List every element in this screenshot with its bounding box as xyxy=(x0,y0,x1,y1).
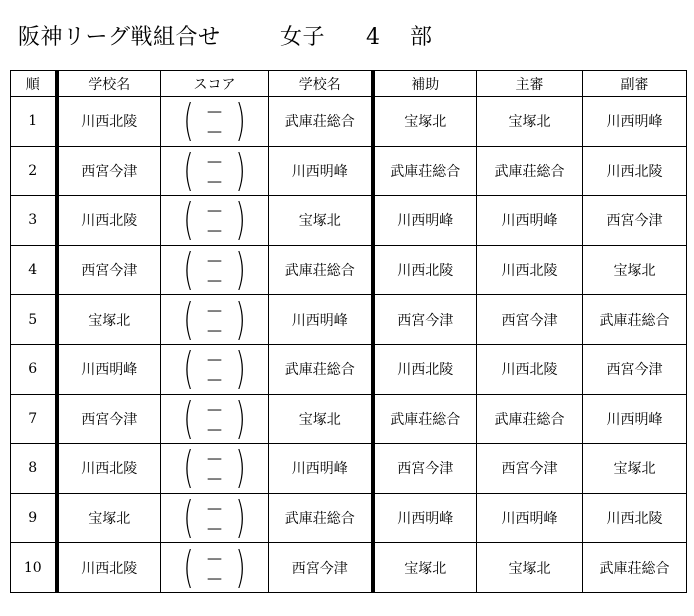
score-top-dash: — xyxy=(207,251,222,270)
cell-order: 10 xyxy=(11,543,57,593)
score-input-box[interactable] xyxy=(180,394,248,444)
cell-sub-referee: 川西明峰 xyxy=(583,394,687,444)
cell-order: 5 xyxy=(11,295,57,345)
score-input-box[interactable] xyxy=(180,146,248,196)
cell-sub-referee: 川西明峰 xyxy=(583,97,687,147)
cell-order: 9 xyxy=(11,493,57,543)
score-top-dash: — xyxy=(207,350,222,369)
cell-school-b: 西宮今津 xyxy=(269,543,373,593)
score-dash-stack xyxy=(198,200,232,240)
score-dash-stack xyxy=(198,498,232,538)
score-close-paren: ) xyxy=(234,195,246,246)
score-bottom-dash: — xyxy=(207,370,222,389)
header-order: 順 xyxy=(11,71,57,97)
page-title xyxy=(18,22,433,54)
cell-school-a: 宝塚北 xyxy=(57,493,161,543)
table-row xyxy=(11,245,687,295)
cell-score[interactable] xyxy=(161,97,269,147)
score-top-dash: — xyxy=(207,201,222,220)
cell-score[interactable] xyxy=(161,394,269,444)
cell-score[interactable] xyxy=(161,543,269,593)
score-dash-stack xyxy=(198,101,232,141)
score-dash-stack xyxy=(198,300,232,340)
cell-sub-referee: 西宮今津 xyxy=(583,196,687,246)
cell-order: 7 xyxy=(11,394,57,444)
cell-assist: 宝塚北 xyxy=(373,543,477,593)
cell-score[interactable] xyxy=(161,344,269,394)
cell-referee: 武庫荘総合 xyxy=(477,146,583,196)
cell-referee: 川西明峰 xyxy=(477,196,583,246)
cell-school-b: 武庫荘総合 xyxy=(269,245,373,295)
cell-referee: 宝塚北 xyxy=(477,543,583,593)
table-row xyxy=(11,444,687,494)
cell-assist: 宝塚北 xyxy=(373,97,477,147)
cell-school-b: 川西明峰 xyxy=(269,146,373,196)
cell-sub-referee: 武庫荘総合 xyxy=(583,295,687,345)
cell-school-b: 武庫荘総合 xyxy=(269,344,373,394)
score-open-paren: ( xyxy=(183,394,195,444)
score-open-paren: ( xyxy=(183,146,195,196)
cell-referee: 武庫荘総合 xyxy=(477,394,583,444)
score-bottom-dash: — xyxy=(207,419,222,438)
cell-referee: 西宮今津 xyxy=(477,444,583,494)
cell-referee: 西宮今津 xyxy=(477,295,583,345)
score-close-paren: ) xyxy=(234,294,246,345)
title-division-label: 部 xyxy=(410,25,433,50)
score-dash-stack xyxy=(198,151,232,191)
cell-school-a: 宝塚北 xyxy=(57,295,161,345)
score-top-dash: — xyxy=(207,449,222,468)
cell-school-a: 西宮今津 xyxy=(57,146,161,196)
score-input-box[interactable] xyxy=(180,344,248,395)
score-bottom-dash: — xyxy=(207,122,222,141)
cell-sub-referee: 宝塚北 xyxy=(583,444,687,494)
title-category: 女子 xyxy=(280,25,326,50)
table-row xyxy=(11,493,687,543)
cell-sub-referee: 武庫荘総合 xyxy=(583,543,687,593)
table-row xyxy=(11,543,687,593)
score-dash-stack xyxy=(198,250,232,290)
cell-school-b: 武庫荘総合 xyxy=(269,97,373,147)
cell-assist: 川西明峰 xyxy=(373,493,477,543)
header-referee: 主審 xyxy=(477,71,583,97)
score-close-paren: ) xyxy=(234,493,246,543)
score-open-paren: ( xyxy=(183,344,195,395)
header-row xyxy=(11,71,687,97)
score-dash-stack xyxy=(198,399,232,439)
score-input-box[interactable] xyxy=(180,443,248,494)
cell-school-a: 川西北陵 xyxy=(57,444,161,494)
score-top-dash: — xyxy=(207,548,222,567)
cell-score[interactable] xyxy=(161,245,269,295)
header-school-b: 学校名 xyxy=(269,71,373,97)
cell-school-a: 川西北陵 xyxy=(57,543,161,593)
score-close-paren: ) xyxy=(234,394,246,444)
cell-order: 1 xyxy=(11,97,57,147)
cell-sub-referee: 川西北陵 xyxy=(583,146,687,196)
table-row xyxy=(11,196,687,246)
score-open-paren: ( xyxy=(183,195,195,246)
cell-school-a: 川西北陵 xyxy=(57,196,161,246)
cell-assist: 武庫荘総合 xyxy=(373,146,477,196)
cell-referee: 川西明峰 xyxy=(477,493,583,543)
table-row xyxy=(11,146,687,196)
score-open-paren: ( xyxy=(183,245,195,295)
cell-school-b: 川西明峰 xyxy=(269,444,373,494)
score-input-box[interactable] xyxy=(180,96,248,147)
cell-school-a: 川西北陵 xyxy=(57,97,161,147)
score-dash-stack xyxy=(198,548,232,588)
header-assist: 補助 xyxy=(373,71,477,97)
cell-school-b: 宝塚北 xyxy=(269,196,373,246)
cell-assist: 西宮今津 xyxy=(373,444,477,494)
score-input-box[interactable] xyxy=(180,493,248,543)
cell-order: 2 xyxy=(11,146,57,196)
cell-school-b: 宝塚北 xyxy=(269,394,373,444)
score-close-paren: ) xyxy=(234,542,246,593)
score-bottom-dash: — xyxy=(207,221,222,240)
score-bottom-dash: — xyxy=(207,271,222,290)
cell-school-a: 川西明峰 xyxy=(57,344,161,394)
cell-school-b: 武庫荘総合 xyxy=(269,493,373,543)
score-open-paren: ( xyxy=(183,493,195,543)
cell-referee: 宝塚北 xyxy=(477,97,583,147)
score-close-paren: ) xyxy=(234,146,246,196)
cell-score[interactable] xyxy=(161,146,269,196)
score-bottom-dash: — xyxy=(207,519,222,538)
cell-sub-referee: 宝塚北 xyxy=(583,245,687,295)
score-dash-stack xyxy=(198,349,232,389)
table-row xyxy=(11,394,687,444)
cell-order: 8 xyxy=(11,444,57,494)
cell-school-b: 川西明峰 xyxy=(269,295,373,345)
cell-referee: 川西北陵 xyxy=(477,245,583,295)
cell-order: 4 xyxy=(11,245,57,295)
cell-order: 6 xyxy=(11,344,57,394)
cell-assist: 西宮今津 xyxy=(373,295,477,345)
score-input-box[interactable] xyxy=(180,542,248,593)
cell-assist: 川西北陵 xyxy=(373,245,477,295)
score-top-dash: — xyxy=(207,399,222,418)
table-row xyxy=(11,295,687,345)
score-input-box[interactable] xyxy=(180,195,248,246)
score-bottom-dash: — xyxy=(207,568,222,587)
cell-referee: 川西北陵 xyxy=(477,344,583,394)
table-row xyxy=(11,344,687,394)
score-top-dash: — xyxy=(207,102,222,121)
title-division-number: 4 xyxy=(366,25,381,50)
score-top-dash: — xyxy=(207,300,222,319)
score-open-paren: ( xyxy=(183,443,195,494)
score-bottom-dash: — xyxy=(207,320,222,339)
score-close-paren: ) xyxy=(234,443,246,494)
score-bottom-dash: — xyxy=(207,469,222,488)
cell-score[interactable] xyxy=(161,295,269,345)
match-schedule-table xyxy=(10,70,687,593)
score-top-dash: — xyxy=(207,151,222,170)
cell-score[interactable] xyxy=(161,444,269,494)
score-open-paren: ( xyxy=(183,294,195,345)
cell-assist: 川西北陵 xyxy=(373,344,477,394)
score-dash-stack xyxy=(198,448,232,488)
cell-order: 3 xyxy=(11,196,57,246)
score-input-box[interactable] xyxy=(180,294,248,345)
score-close-paren: ) xyxy=(234,245,246,295)
cell-sub-referee: 川西北陵 xyxy=(583,493,687,543)
cell-assist: 武庫荘総合 xyxy=(373,394,477,444)
cell-assist: 川西明峰 xyxy=(373,196,477,246)
score-open-paren: ( xyxy=(183,96,195,147)
score-close-paren: ) xyxy=(234,344,246,395)
cell-score[interactable] xyxy=(161,196,269,246)
score-top-dash: — xyxy=(207,499,222,518)
cell-sub-referee: 西宮今津 xyxy=(583,344,687,394)
score-input-box[interactable] xyxy=(180,245,248,295)
header-score: スコア xyxy=(161,71,269,97)
table-row xyxy=(11,97,687,147)
header-sub-referee: 副審 xyxy=(583,71,687,97)
title-main: 阪神リーグ戦組合せ xyxy=(18,25,221,50)
score-close-paren: ) xyxy=(234,96,246,147)
score-open-paren: ( xyxy=(183,542,195,593)
cell-school-a: 西宮今津 xyxy=(57,245,161,295)
cell-score[interactable] xyxy=(161,493,269,543)
header-school-a: 学校名 xyxy=(57,71,161,97)
score-bottom-dash: — xyxy=(207,171,222,190)
cell-school-a: 西宮今津 xyxy=(57,394,161,444)
